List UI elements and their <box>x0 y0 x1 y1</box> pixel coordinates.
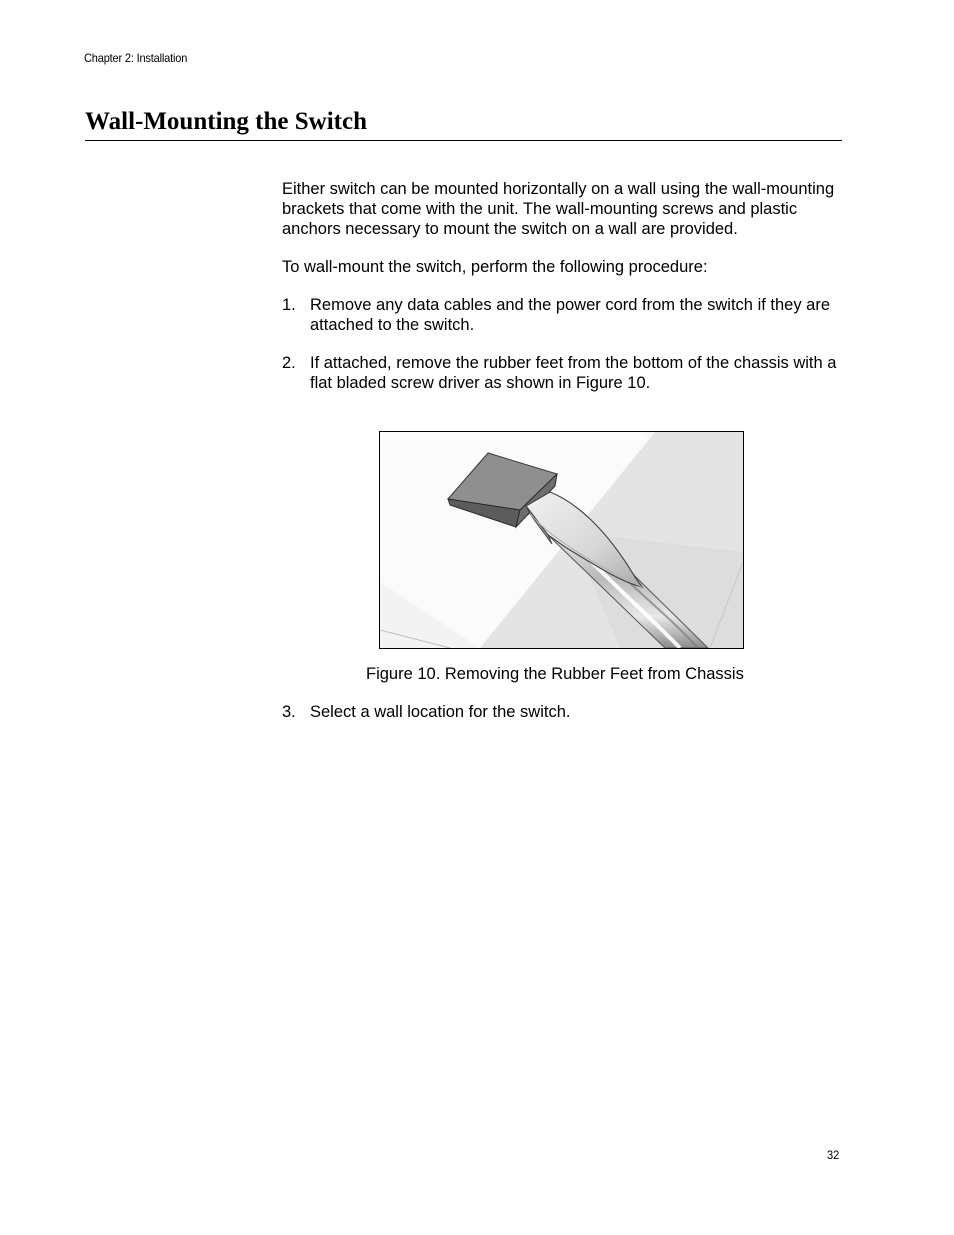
step-text: Select a wall location for the switch. <box>310 703 571 721</box>
procedure-intro: To wall-mount the switch, perform the following procedure: <box>282 258 708 276</box>
figure-illustration <box>379 431 744 649</box>
running-header: Chapter 2: Installation <box>84 51 188 65</box>
title-divider <box>85 140 842 141</box>
step-number: 3. <box>282 703 296 721</box>
page-number: 32 <box>827 1148 840 1162</box>
step-text: Remove any data cables and the power cord from the switch if they are attached to the switch. <box>310 296 831 334</box>
step-number: 1. <box>282 296 296 314</box>
step-text: If attached, remove the rubber feet from the bottom of the chassis with a flat bladed screw driver as shown in Figure 10. <box>310 354 837 392</box>
section-title: Wall-Mounting the Switch <box>85 108 367 135</box>
figure-caption: Figure 10. Removing the Rubber Feet from Chassis <box>366 665 744 683</box>
intro-paragraph: Either switch can be mounted horizontally on a wall using the wall-mounting brackets that come with the unit. The wall-mounting screws and plastic anchors necessary to mount the switch on a wall are provided. <box>282 180 835 238</box>
step-number: 2. <box>282 354 296 372</box>
screwdriver-illustration <box>380 432 743 648</box>
